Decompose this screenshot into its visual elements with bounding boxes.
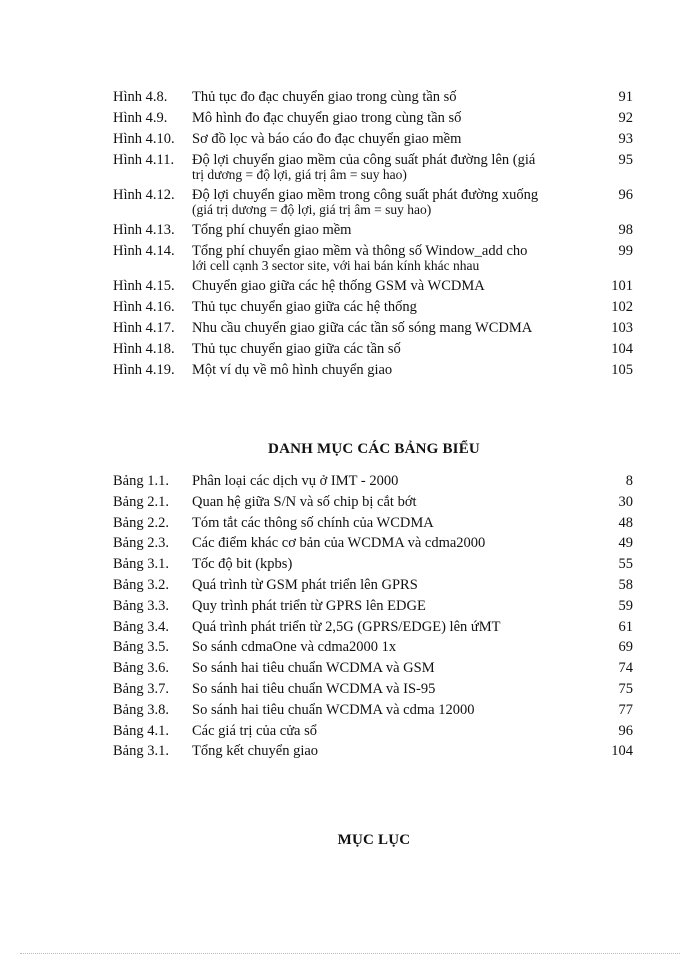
entry-title-line: So sánh hai tiêu chuẩn WCDMA và GSM (192, 660, 435, 677)
entry-page-number: 99 (618, 243, 633, 259)
figure-entry (113, 132, 633, 147)
entry-page-number: 8 (625, 473, 633, 489)
entry-page-number: 77 (618, 701, 633, 718)
entry-number: Bảng 2.2. (113, 514, 169, 531)
entry-title (192, 682, 597, 697)
entry-page-number: 102 (611, 299, 633, 315)
entry-title-line: Tổng kết chuyển giao (192, 743, 319, 760)
entry-number: Bảng 4.1. (113, 722, 169, 739)
entry-title (192, 578, 597, 593)
figure-entry (113, 244, 633, 273)
figure-entry (113, 363, 633, 378)
entry-page-number: 55 (618, 556, 633, 573)
figure-entry (113, 321, 633, 336)
entry-title-line: Phân loại các dịch vụ ở IMT - 2000 (192, 473, 399, 489)
entry-title-line: So sánh hai tiêu chuẩn WCDMA và cdma 12000 (192, 701, 475, 718)
entry-title-line: Sơ đồ lọc và báo cáo đo đạc chuyển giao mềm (192, 131, 462, 147)
entry-title-continuation: lới cell cạnh 3 sector site, với hai bán kính khác nhau (192, 258, 480, 273)
page-bottom-divider (20, 953, 680, 954)
entry-title-line: Độ lợi chuyển giao mềm trong công suất phát đường xuống (192, 187, 539, 203)
entry-title (192, 474, 597, 489)
entry-page-number: 91 (618, 89, 633, 105)
entry-number: Bảng 3.7. (113, 680, 169, 697)
entry-title (192, 279, 597, 294)
entry-title-line: Quá trình phát triển từ 2,5G (GPRS/EDGE) lên ứMT (192, 618, 501, 635)
figure-entry (113, 111, 633, 126)
entry-title (192, 620, 597, 635)
entry-page-number: 98 (618, 222, 633, 238)
entry-number: Hình 4.12. (113, 187, 175, 203)
entry-title (192, 363, 597, 378)
entry-title (192, 516, 597, 531)
entry-number: Hình 4.15. (113, 278, 175, 294)
entry-page-number: 104 (611, 341, 633, 357)
entry-title-line: Tổng phí chuyển giao mềm và thông số Window_add cho (192, 243, 528, 259)
entry-number: Bảng 3.2. (113, 576, 169, 593)
entry-title (192, 661, 597, 676)
entry-number: Hình 4.18. (113, 341, 175, 357)
table-entry (113, 599, 633, 614)
entry-title (192, 90, 597, 105)
entry-title-line: Tổng phí chuyển giao mềm (192, 222, 352, 238)
entry-title-line: Thủ tục đo đạc chuyển giao trong cùng tần số (192, 89, 457, 105)
table-entry (113, 640, 633, 655)
entry-title-continuation: (giá trị dương = độ lợi, giá trị âm = suy hao) (192, 202, 432, 217)
entry-title-line: Thủ tục chuyển giao giữa các hệ thống (192, 299, 417, 315)
entry-title (192, 132, 597, 147)
entry-title-line: Quá trình từ GSM phát triển lên GPRS (192, 576, 418, 593)
entry-number: Hình 4.17. (113, 320, 175, 336)
entry-title-continuation: trị dương = độ lợi, giá trị âm = suy hao) (192, 167, 407, 182)
entry-title-line: Tốc độ bit (kpbs) (192, 556, 293, 573)
entry-page-number: 95 (618, 152, 633, 168)
table-entry (113, 744, 633, 759)
entry-title-line: Quy trình phát triển từ GPRS lên EDGE (192, 597, 426, 614)
entry-page-number: 93 (618, 131, 633, 147)
figure-entry (113, 342, 633, 357)
entry-number: Bảng 3.5. (113, 639, 169, 656)
figure-list (113, 90, 633, 384)
entry-title (192, 321, 597, 336)
entry-page-number: 30 (618, 493, 633, 510)
entry-number: Hình 4.16. (113, 299, 175, 315)
entry-number: Bảng 2.3. (113, 535, 169, 552)
table-entry (113, 516, 633, 531)
entry-page-number: 92 (618, 110, 633, 126)
entry-title-line: Quan hệ giữa S/N và số chip bị cắt bớt (192, 493, 417, 510)
entry-title-line: Các điểm khác cơ bản của WCDMA và cdma2000 (192, 535, 486, 552)
entry-page-number: 69 (618, 639, 633, 656)
entry-title-line: Chuyển giao giữa các hệ thống GSM và WCDMA (192, 278, 485, 294)
entry-title-line: So sánh hai tiêu chuẩn WCDMA và IS-95 (192, 680, 436, 697)
entry-number: Bảng 3.6. (113, 660, 169, 677)
entry-title (192, 111, 597, 126)
entry-page-number: 61 (618, 618, 633, 635)
entry-number: Hình 4.14. (113, 243, 175, 259)
figure-entry (113, 188, 633, 217)
entry-title (192, 640, 597, 655)
entry-page-number: 103 (611, 320, 633, 336)
entry-number: Bảng 1.1. (113, 473, 169, 489)
entry-title (192, 536, 597, 551)
entry-title (192, 342, 597, 357)
table-entry (113, 578, 633, 593)
entry-title (192, 153, 597, 182)
table-entry (113, 661, 633, 676)
entry-number: Bảng 3.1. (113, 743, 169, 760)
entry-number: Hình 4.13. (113, 222, 175, 238)
entry-title-line: Tóm tắt các thông số chính của WCDMA (192, 514, 434, 531)
entry-title (192, 300, 597, 315)
entry-page-number: 96 (618, 187, 633, 203)
figure-entry (113, 279, 633, 294)
entry-page-number: 58 (618, 576, 633, 593)
figure-entry (113, 153, 633, 182)
entry-number: Hình 4.11. (113, 152, 175, 168)
entry-page-number: 49 (618, 535, 633, 552)
entry-number: Bảng 2.1. (113, 493, 169, 510)
entry-page-number: 59 (618, 597, 633, 614)
figure-entry (113, 223, 633, 238)
entry-number: Hình 4.8. (113, 89, 168, 105)
table-entry (113, 724, 633, 739)
entry-number: Bảng 3.3. (113, 597, 169, 614)
entry-title-line: Một ví dụ về mô hình chuyển giao (192, 362, 393, 378)
entry-page-number: 75 (618, 680, 633, 697)
table-entry (113, 703, 633, 718)
entry-title-line: So sánh cdmaOne và cdma2000 1x (192, 639, 397, 656)
table-entry (113, 557, 633, 572)
table-entry (113, 682, 633, 697)
entry-title-line: Các giá trị của cửa sổ (192, 722, 318, 739)
entry-title (192, 244, 597, 273)
entry-number: Bảng 3.1. (113, 556, 169, 573)
entry-number: Hình 4.10. (113, 131, 175, 147)
entry-page-number: 96 (618, 722, 633, 739)
entry-page-number: 48 (618, 514, 633, 531)
entry-title-line: Độ lợi chuyển giao mềm của công suất phát đường lên (giá (192, 152, 536, 168)
figure-entry (113, 300, 633, 315)
entry-title-line: Mô hình đo đạc chuyển giao trong cùng tần số (192, 110, 462, 126)
entry-title-line: Thủ tục chuyển giao giữa các tần số (192, 341, 401, 357)
entry-number: Bảng 3.8. (113, 701, 169, 718)
entry-title (192, 599, 597, 614)
table-entry (113, 474, 633, 489)
entry-page-number: 105 (611, 362, 633, 378)
entry-number: Hình 4.9. (113, 110, 168, 126)
table-entry (113, 536, 633, 551)
contents-heading: MỤC LỤC (337, 832, 411, 848)
entry-title (192, 724, 597, 739)
entry-page-number: 104 (611, 743, 633, 760)
entry-page-number: 101 (611, 278, 633, 294)
entry-title (192, 703, 597, 718)
entry-number: Hình 4.19. (113, 362, 175, 378)
table-entry (113, 620, 633, 635)
entry-title (192, 495, 597, 510)
tables-heading: DANH MỤC CÁC BẢNG BIỂU (268, 441, 480, 457)
entry-number: Bảng 3.4. (113, 618, 169, 635)
entry-page-number: 74 (618, 660, 633, 677)
entry-title (192, 223, 597, 238)
entry-title (192, 744, 597, 759)
entry-title-line: Nhu cầu chuyển giao giữa các tần số sóng mang WCDMA (192, 320, 533, 336)
figure-entry (113, 90, 633, 105)
entry-title (192, 557, 597, 572)
table-entry (113, 495, 633, 510)
entry-title (192, 188, 597, 217)
table-list (113, 474, 633, 765)
